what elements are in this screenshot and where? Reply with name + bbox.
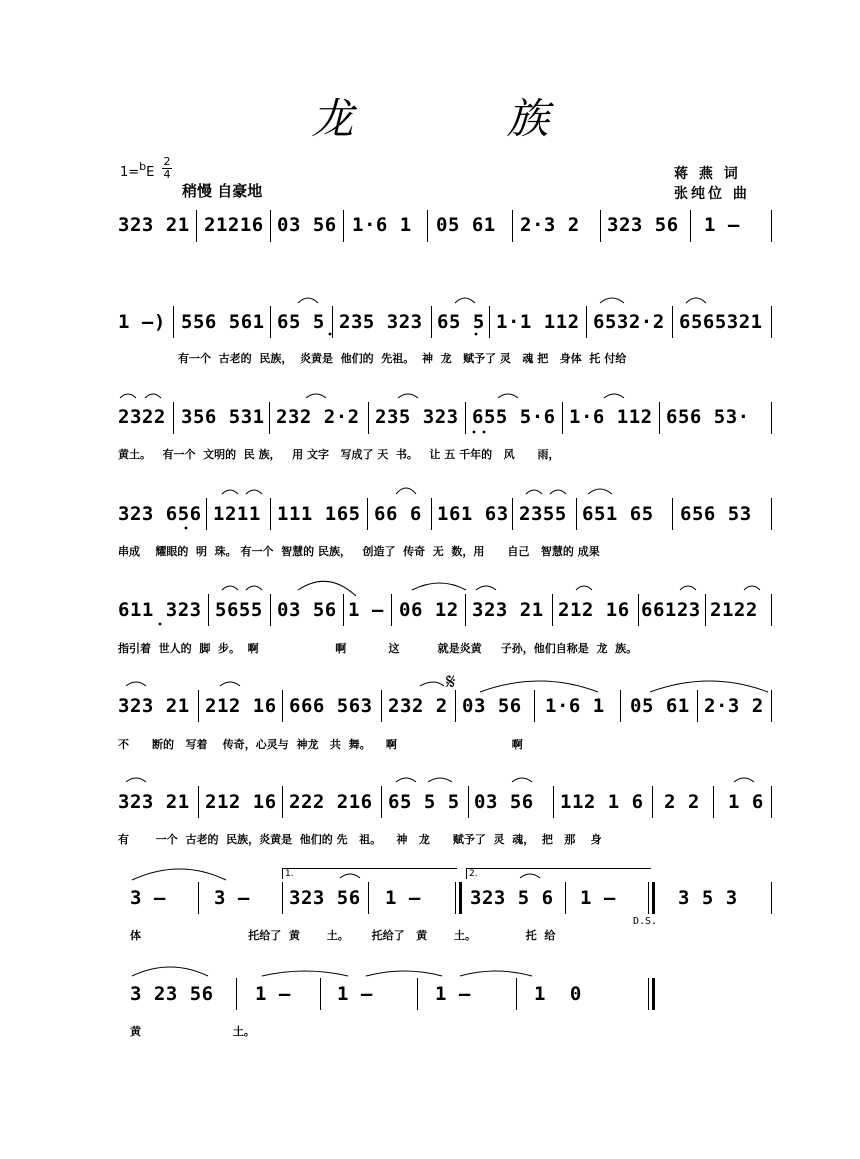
- measure-notes: 65 5: [437, 311, 485, 333]
- measure-notes: 1 –: [255, 983, 291, 1005]
- measure-notes: 212 16: [558, 599, 630, 621]
- measure-notes: 323 656: [118, 503, 202, 525]
- measure-notes: 323 21: [472, 599, 544, 621]
- measure-notes: 235 323: [339, 311, 423, 333]
- measure-notes: 222 216: [289, 791, 373, 813]
- measure-notes: 1·6 1: [352, 214, 412, 236]
- measure-notes: 66 6: [374, 503, 422, 525]
- key-label: 1=: [120, 165, 140, 180]
- measure-notes: 323 56: [607, 214, 679, 236]
- measure-notes: 2 2: [664, 791, 700, 813]
- segno-sign: 𝄋: [446, 670, 456, 695]
- measure-notes: 6565321: [679, 311, 763, 333]
- measure-notes: 66123: [641, 599, 701, 621]
- measure-notes: 111 165: [277, 503, 361, 525]
- lyric-line: 串成 耀眼的 明 珠。 有一个 智慧的 民族， 创造了 传奇 无 数，用 自己 智慧的 成果: [118, 545, 600, 558]
- measure-notes: 1 –: [385, 887, 421, 909]
- measure-notes: 3 23 56: [130, 983, 214, 1005]
- measure-notes: 21216: [204, 214, 264, 236]
- lyric-line: 黄 土。: [130, 1025, 255, 1038]
- measure-notes: 212 16: [205, 791, 277, 813]
- measure-notes: 2·3 2: [704, 695, 764, 717]
- measure-notes: 3 –: [214, 887, 250, 909]
- tempo-marking: 稍慢 自豪地: [182, 182, 263, 200]
- measure-notes: 656 53: [680, 503, 752, 525]
- measure-notes: 2355: [519, 503, 567, 525]
- measure-notes: 65 5 5: [388, 791, 460, 813]
- measure-notes: 212 16: [205, 695, 277, 717]
- measure-notes: 03 56: [277, 599, 337, 621]
- measure-notes: 323 5 6: [470, 887, 554, 909]
- measure-notes: 323 21: [118, 695, 190, 717]
- lyricist-credit: 蒋 燕 词: [674, 166, 741, 182]
- measure-notes: 1·1 112: [496, 311, 580, 333]
- measure-notes: 2·3 2: [520, 214, 580, 236]
- measure-notes: 1 –: [348, 599, 384, 621]
- measure-notes: 06 12: [399, 599, 459, 621]
- lyric-line: 指引着 世人的 脚 步。 啊 啊 这 就是炎黄 子孙，他们自称是 龙 族。: [118, 642, 638, 655]
- measure-notes: 235 323: [375, 406, 459, 428]
- measure-notes: 03 56: [277, 214, 337, 236]
- measure-notes: 2322: [118, 406, 166, 428]
- measure-notes: 232 2: [388, 695, 448, 717]
- measure-notes: 1 –: [337, 983, 373, 1005]
- lyric-line: 有 一个 古老的 民族，炎黄是 他们的 先 祖。 神 龙 赋予了 灵 魂， 把 那 身: [118, 833, 602, 846]
- measure-notes: 611 323: [118, 599, 202, 621]
- lyric-line: 体 托给了 黄 土。 托给了 黄 土。 托 给: [130, 929, 556, 942]
- measure-notes: 1 –: [435, 983, 471, 1005]
- measure-notes: 5655: [215, 599, 263, 621]
- measure-notes: 656 53·: [666, 406, 750, 428]
- measure-notes: 03 56: [462, 695, 522, 717]
- measure-notes: 232 2·2: [276, 406, 360, 428]
- measure-notes: 655 5·6: [472, 406, 556, 428]
- measure-notes: 3 –: [130, 887, 166, 909]
- measure-notes: 1 0: [534, 983, 582, 1005]
- measure-notes: 1 –): [118, 311, 166, 333]
- lyric-line: 不 断的 写着 传奇，心灵与 神龙 共 舞。 啊 啊: [118, 738, 523, 751]
- volta-second-ending: 2.: [466, 868, 651, 879]
- measure-notes: 05 61: [630, 695, 690, 717]
- volta-first-ending: 1.: [282, 868, 457, 879]
- measure-notes: 323 21: [118, 214, 190, 236]
- flat-sign: b: [139, 160, 147, 173]
- measure-notes: 1·6 112: [569, 406, 653, 428]
- measure-notes: 323 21: [118, 791, 190, 813]
- measure-notes: 651 65: [582, 503, 654, 525]
- measure-notes: 1 –: [580, 887, 616, 909]
- measure-notes: 05 61: [436, 214, 496, 236]
- lyric-line: 有一个 古老的 民族， 炎黄是 他们的 先祖。 神 龙 赋予了 灵 魂 把 身体 托 付给: [178, 352, 627, 365]
- lyric-line: 黄土。 有一个 文明的 民 族， 用 文字 写成了 天 书。 让 五 千年的 风 雨，: [118, 448, 560, 461]
- measure-notes: 356 531: [181, 406, 265, 428]
- dal-segno-marker: D.S.: [633, 916, 658, 927]
- measure-notes: 1211: [213, 503, 261, 525]
- measure-notes: 556 561: [181, 311, 265, 333]
- measure-notes: 03 56: [474, 791, 534, 813]
- composer-credit: 张纯位 曲: [674, 186, 750, 202]
- measure-notes: 65 5: [277, 311, 325, 333]
- time-bottom: 4: [163, 168, 171, 181]
- measure-notes: 6532·2: [593, 311, 665, 333]
- measure-notes: 323 56: [289, 887, 361, 909]
- key-note: E: [146, 165, 155, 180]
- measure-notes: 1 –: [704, 214, 740, 236]
- measure-notes: 112 1 6: [560, 791, 644, 813]
- measure-notes: 3 5 3: [678, 887, 738, 909]
- measure-notes: 1·6 1: [545, 695, 605, 717]
- time-top: 2: [163, 155, 171, 168]
- measure-notes: 161 63: [437, 503, 509, 525]
- measure-notes: 666 563: [289, 695, 373, 717]
- measure-notes: 1 6: [728, 791, 764, 813]
- measure-notes: 2122: [710, 599, 758, 621]
- song-title: 龙 族: [311, 94, 619, 143]
